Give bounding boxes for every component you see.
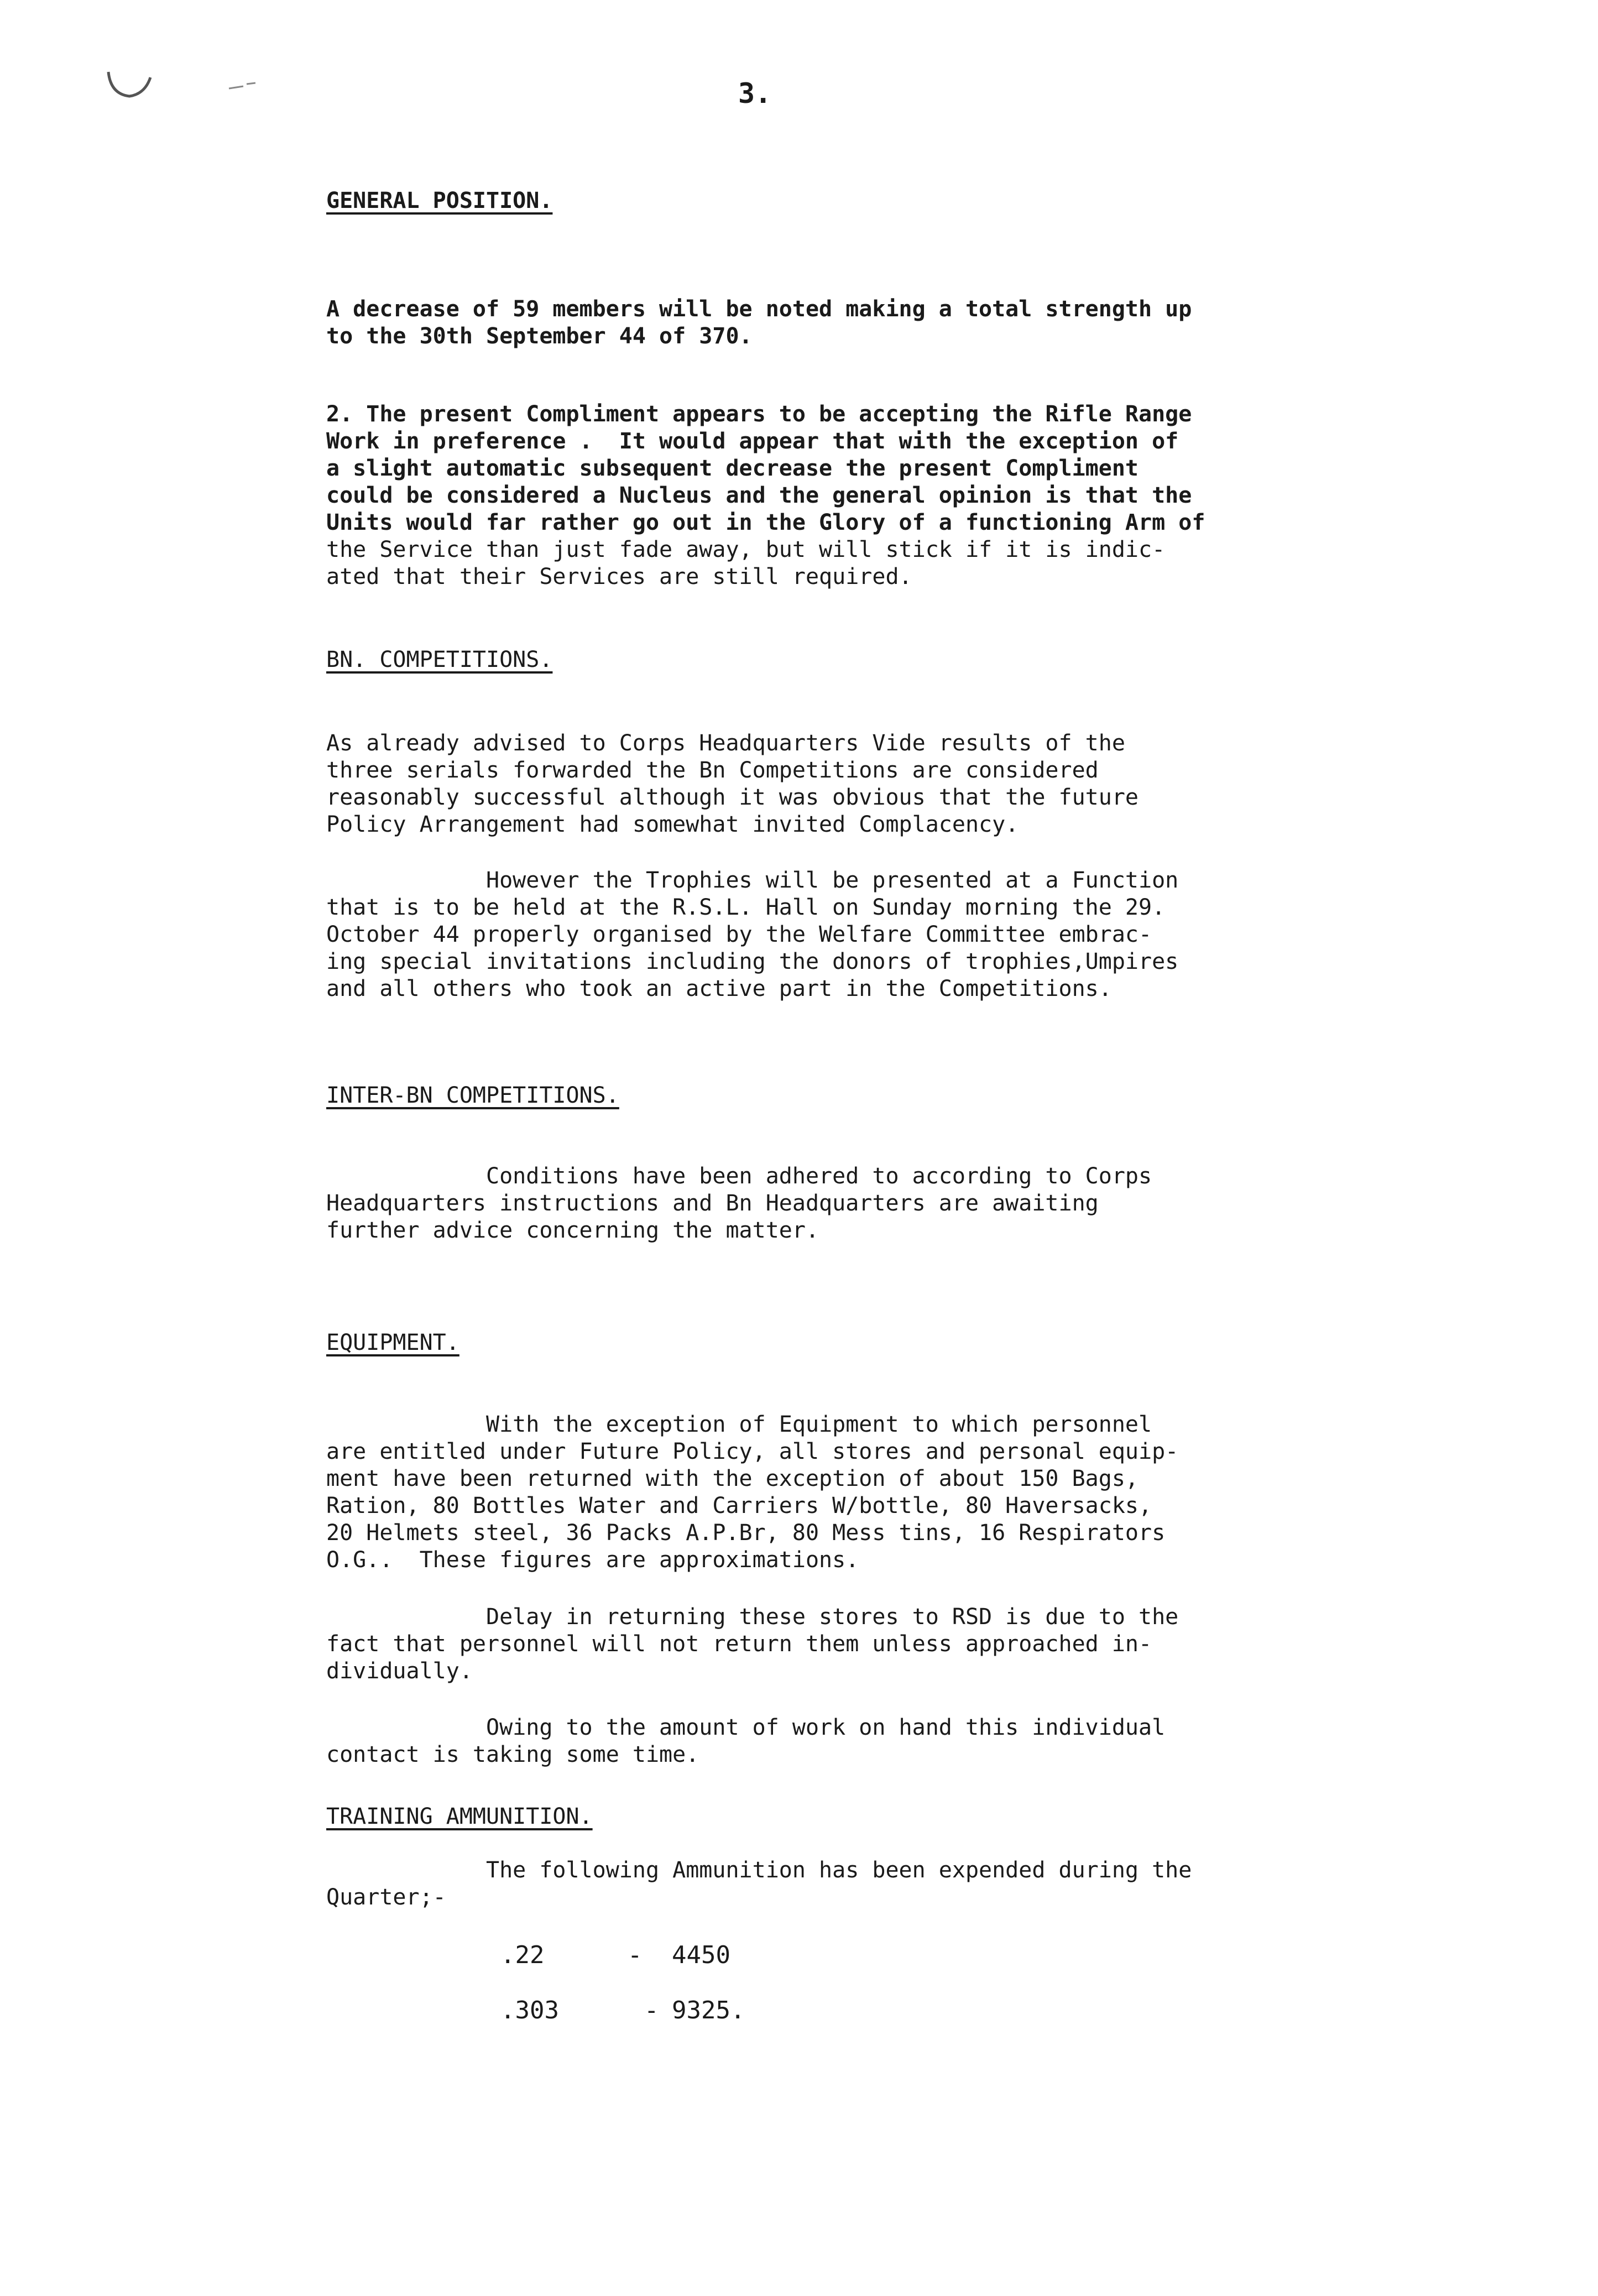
- stray-ink-mark: [227, 77, 260, 94]
- general-position-paragraph-1: A decrease of 59 members will be noted making a total strength up to the 30th September 44 of 370.: [326, 296, 1192, 349]
- page-number: 3.: [738, 77, 772, 109]
- heading-inter-bn-competitions: INTER-BN COMPETITIONS.: [326, 1083, 619, 1108]
- general-position-paragraph-2-bold: 2. The present Compliment appears to be accepting the Rifle Range Work in preference . It would appear that with the exception of a slight automatic subsequent decrease the present Compliment could be considered a Nucleus and the general opinion is that the Units would far rather go out in the Glory of a functioning Arm of: [326, 401, 1205, 535]
- ammo-dash-1: -: [628, 1941, 643, 1969]
- bn-competitions-paragraph-2: However the Trophies will be presented at a Function that is to be held at the R.S.L. Hall on Sunday morning the 29. October 44 properly organised by the Welfare Committee embrac- ing special invitations including the donors of trophies,Umpires and all others who took an active part in the Competitions.: [326, 868, 1179, 1001]
- training-ammunition-paragraph: The following Ammunition has been expended during the Quarter;-: [326, 1857, 1192, 1910]
- ammo-dash-2: -: [644, 1996, 659, 2024]
- inter-bn-competitions-paragraph: Conditions have been adhered to according to Corps Headquarters instructions and Bn Headquarters are awaiting further advice concerning the matter.: [326, 1163, 1152, 1243]
- bn-competitions-paragraph-1: As already advised to Corps Headquarters Vide results of the three serials forwarded the Bn Competitions are considered reasonably successful although it was obvious that the future Policy Arrangement had somewhat invited Complacency.: [326, 730, 1139, 837]
- heading-equipment: EQUIPMENT.: [326, 1330, 459, 1355]
- equipment-paragraph-1: With the exception of Equipment to which personnel are entitled under Future Policy, all stores and personal equip- ment have been returned with the exception of about 150 Bags, Ration, 80 Bottles Water and Carriers W/bottle, 80 Haversacks, 20 Helmets steel, 36 Packs A.P.Br, 80 Mess tins, 16 Respirators O.G.. These figures are approximations.: [326, 1412, 1179, 1573]
- ammo-quantity-2: 9325.: [672, 1996, 745, 2024]
- equipment-paragraph-2: Delay in returning these stores to RSD is due to the fact that personnel will not return them unless approached in- dividually.: [326, 1604, 1179, 1684]
- ammo-calibre-1: .22: [500, 1941, 545, 1969]
- heading-training-ammunition: TRAINING AMMUNITION.: [326, 1804, 593, 1829]
- ammo-quantity-1: 4450: [672, 1941, 730, 1969]
- punch-hole-mark: [105, 65, 155, 104]
- ammo-calibre-2: .303: [500, 1996, 559, 2024]
- general-position-paragraph-2: [326, 401, 1404, 591]
- equipment-paragraph-3: Owing to the amount of work on hand this individual contact is taking some time.: [326, 1715, 1166, 1767]
- general-position-paragraph-2-plain: the Service than just fade away, but will stick if it is indic- ated that their Services are still required.: [326, 537, 1166, 589]
- heading-general-position: GENERAL POSITION.: [326, 188, 553, 213]
- heading-bn-competitions: BN. COMPETITIONS.: [326, 647, 553, 672]
